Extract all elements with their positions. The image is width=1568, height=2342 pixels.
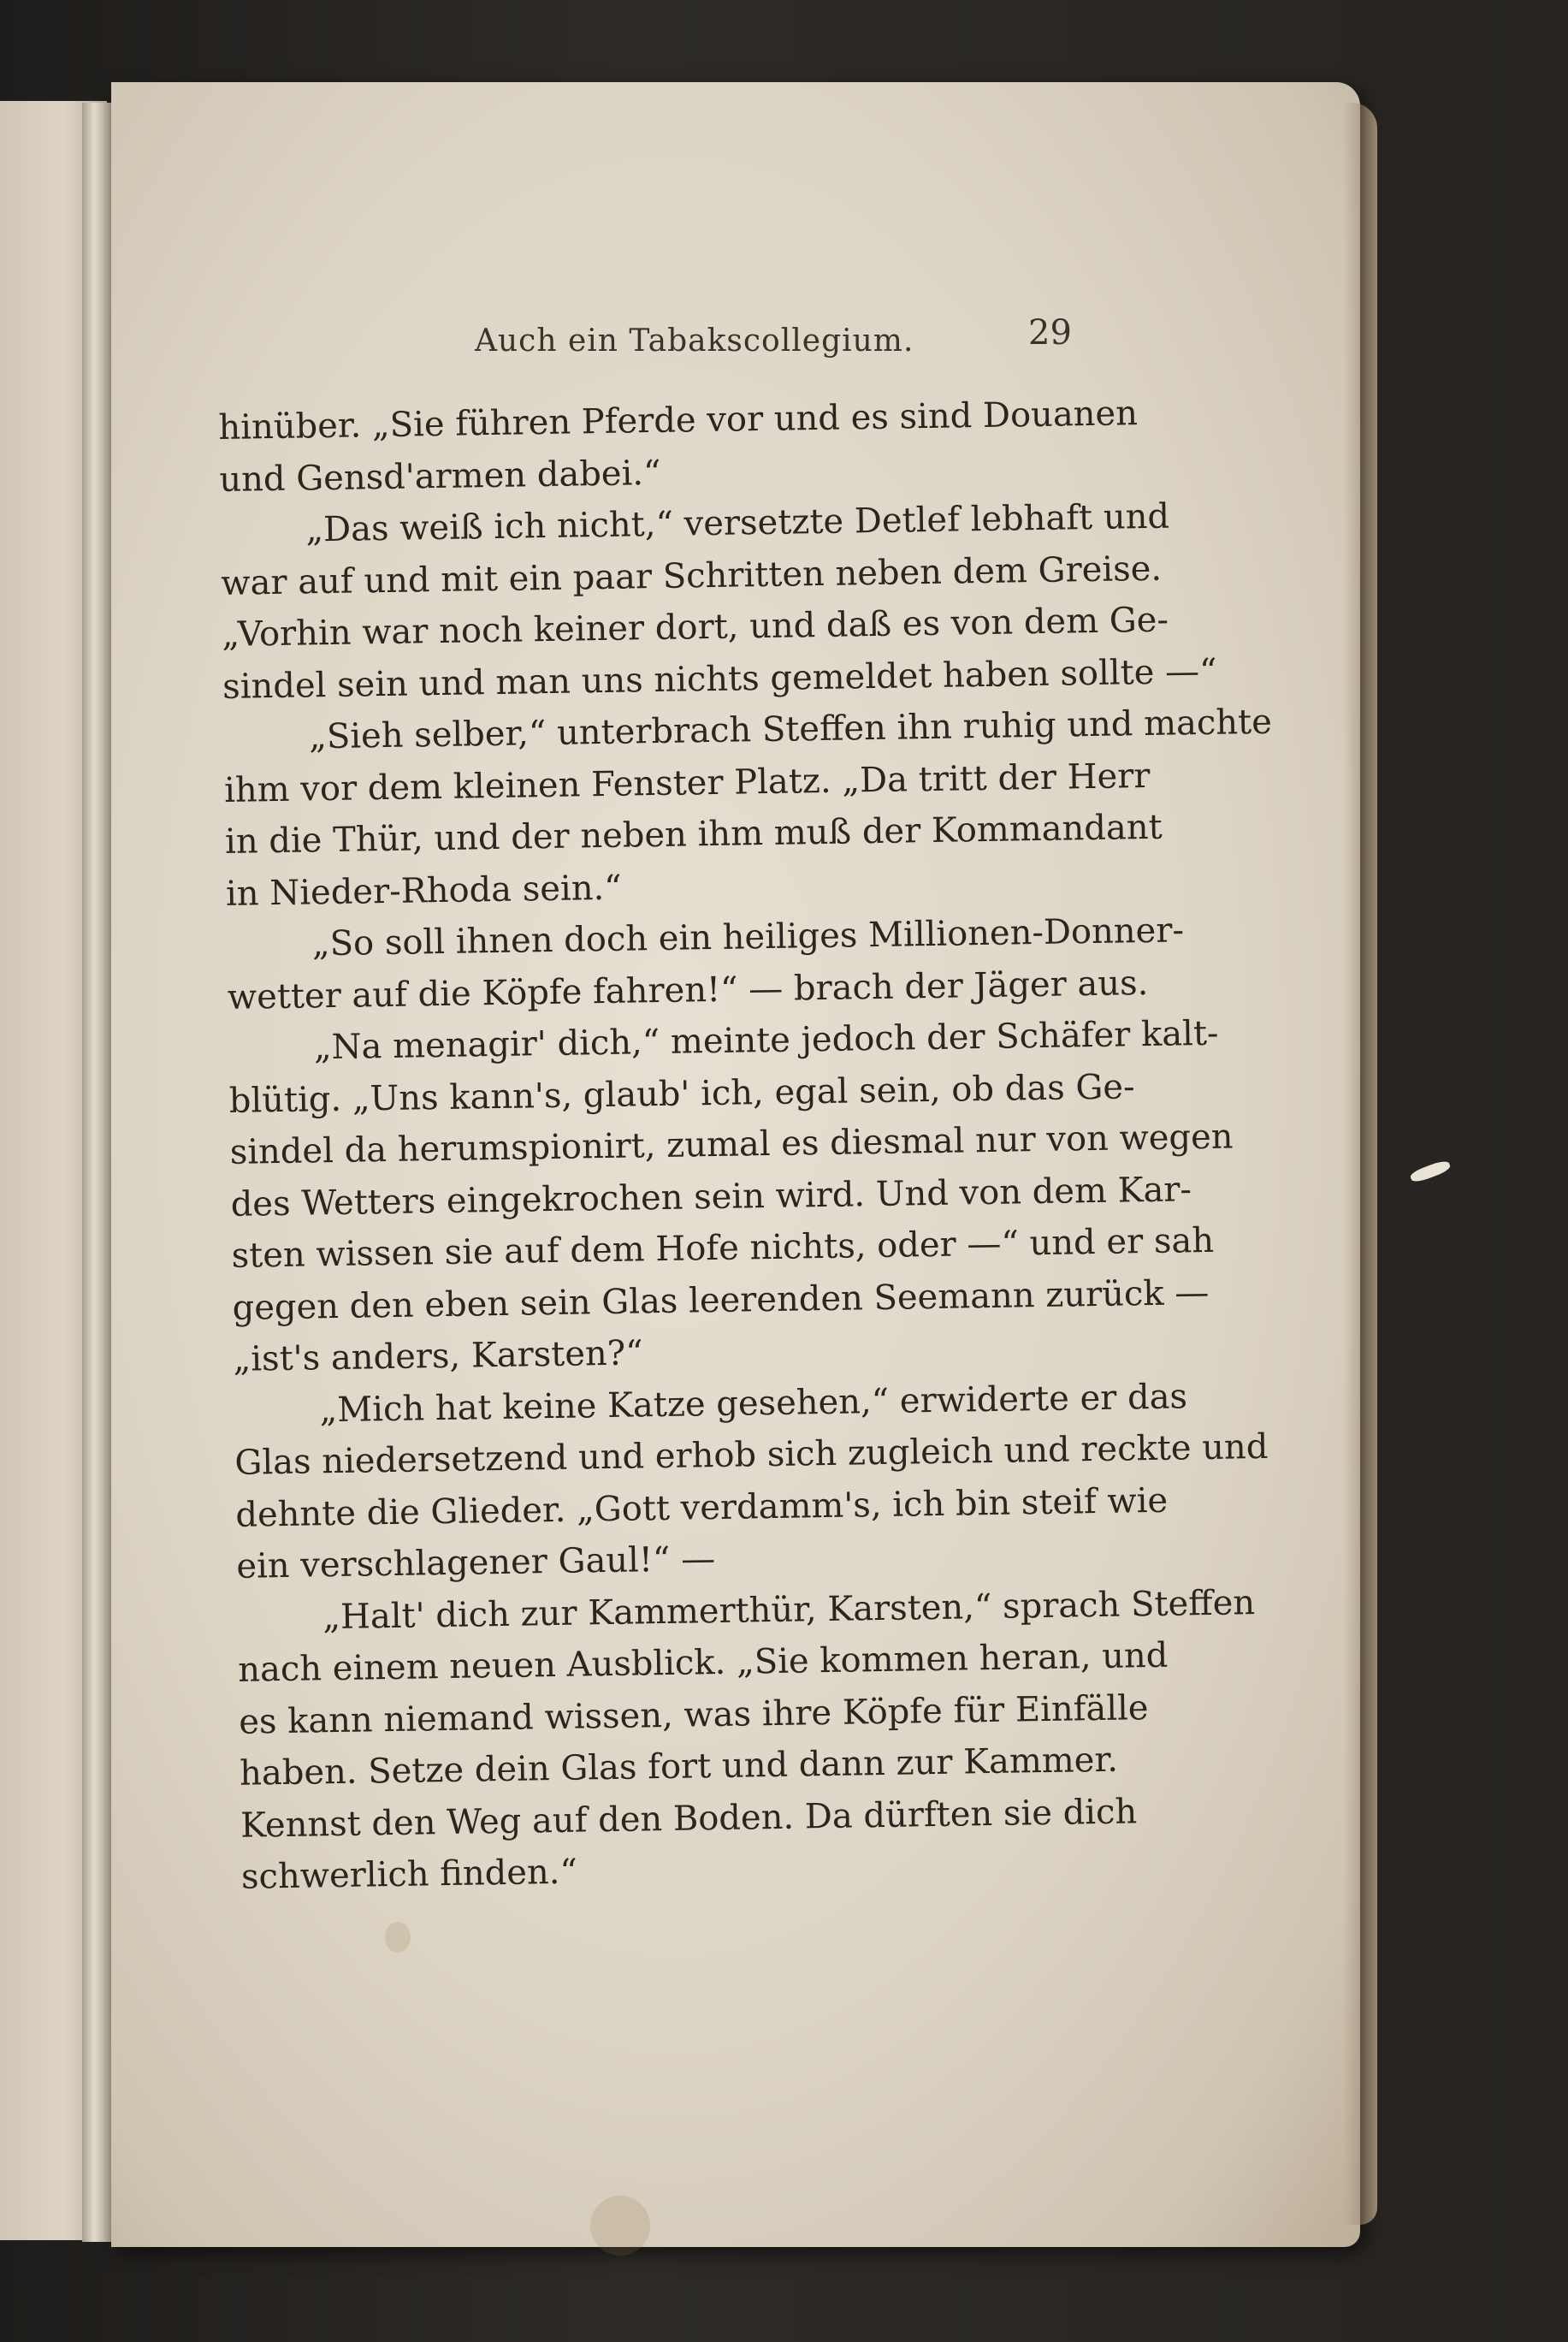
text-line: haben. Setze dein Glas fort und dann zur Kammer. xyxy=(239,1740,1119,1794)
text-line: „So soll ihnen doch ein heiliges Millionen-Donner- xyxy=(311,910,1185,964)
text-line: sindel sein und man uns nichts gemeldet haben sollte —“ xyxy=(222,651,1217,707)
text-line: „Halt' dich zur Kammerthür, Karsten,“ sprach Steffen xyxy=(322,1582,1256,1637)
text-line: ihm vor dem kleinen Fenster Platz. „Da tritt der Herr xyxy=(223,756,1151,810)
text-line: war auf und mit ein paar Schritten neben dem Greise. xyxy=(220,548,1163,603)
text-line: Glas niedersetzend und erhob sich zugleich und reckte und xyxy=(234,1426,1269,1483)
page-header xyxy=(111,308,1360,359)
text-line: es kann niemand wissen, was ihre Köpfe für Einfälle xyxy=(238,1687,1149,1742)
body-text xyxy=(218,388,1273,1903)
text-line: „ist's anders, Karsten?“ xyxy=(233,1333,643,1379)
text-line: „Das weiß ich nicht,“ versetzte Detlef lebhaft und xyxy=(305,496,1170,550)
text-line: Kennst den Weg auf den Boden. Da dürften sie dich xyxy=(240,1791,1138,1846)
text-line: schwerlich finden.“ xyxy=(240,1852,578,1897)
text-line: in die Thür, und der neben ihm muß der Kommandant xyxy=(224,807,1163,862)
text-line: sten wissen sie auf dem Hofe nichts, oder —“ und er sah xyxy=(231,1220,1215,1276)
text-line: „Mich hat keine Katze gesehen,“ erwiderte er das xyxy=(319,1376,1188,1430)
text-line: blütig. „Uns kann's, glaub' ich, egal sein, ob das Ge- xyxy=(228,1066,1135,1121)
text-line: des Wetters eingekrochen sein wird. Und von dem Kar- xyxy=(230,1169,1192,1224)
paper-stain xyxy=(590,2196,650,2256)
text-line: „Na menagir' dich,“ meinte jedoch der Schäfer kalt- xyxy=(313,1013,1219,1068)
text-line: ein verschlagener Gaul!“ — xyxy=(236,1539,716,1586)
text-line: „Sieh selber,“ unterbrach Steffen ihn ruhig und machte xyxy=(308,702,1273,757)
text-line: wetter auf die Köpfe fahren!“ — brach der Jäger aus. xyxy=(227,963,1149,1017)
page-number: 29 xyxy=(1028,313,1072,353)
text-line: sindel da herumspionirt, zumal es diesmal nur von wegen xyxy=(229,1117,1234,1172)
text-line: hinüber. „Sie führen Pferde vor und es sind Douanen xyxy=(218,394,1139,448)
text-line: „Vorhin war noch keiner dort, und daß es von dem Ge- xyxy=(221,600,1169,655)
text-line: dehnte die Glieder. „Gott verdamm's, ich bin steif wie xyxy=(235,1480,1169,1535)
page-fore-edge xyxy=(1343,103,1377,2225)
text-line: in Nieder-Rhoda sein.“ xyxy=(225,868,623,914)
text-line: gegen den eben sein Glas leerenden Seemann zurück — xyxy=(232,1272,1210,1328)
running-head: Auch ein Tabakscollegium. xyxy=(475,323,914,359)
paper-stain xyxy=(385,1922,411,1953)
text-line: und Gensd'armen dabei.“ xyxy=(219,453,661,500)
text-line: nach einem neuen Ausblick. „Sie kommen heran, und xyxy=(237,1635,1169,1690)
